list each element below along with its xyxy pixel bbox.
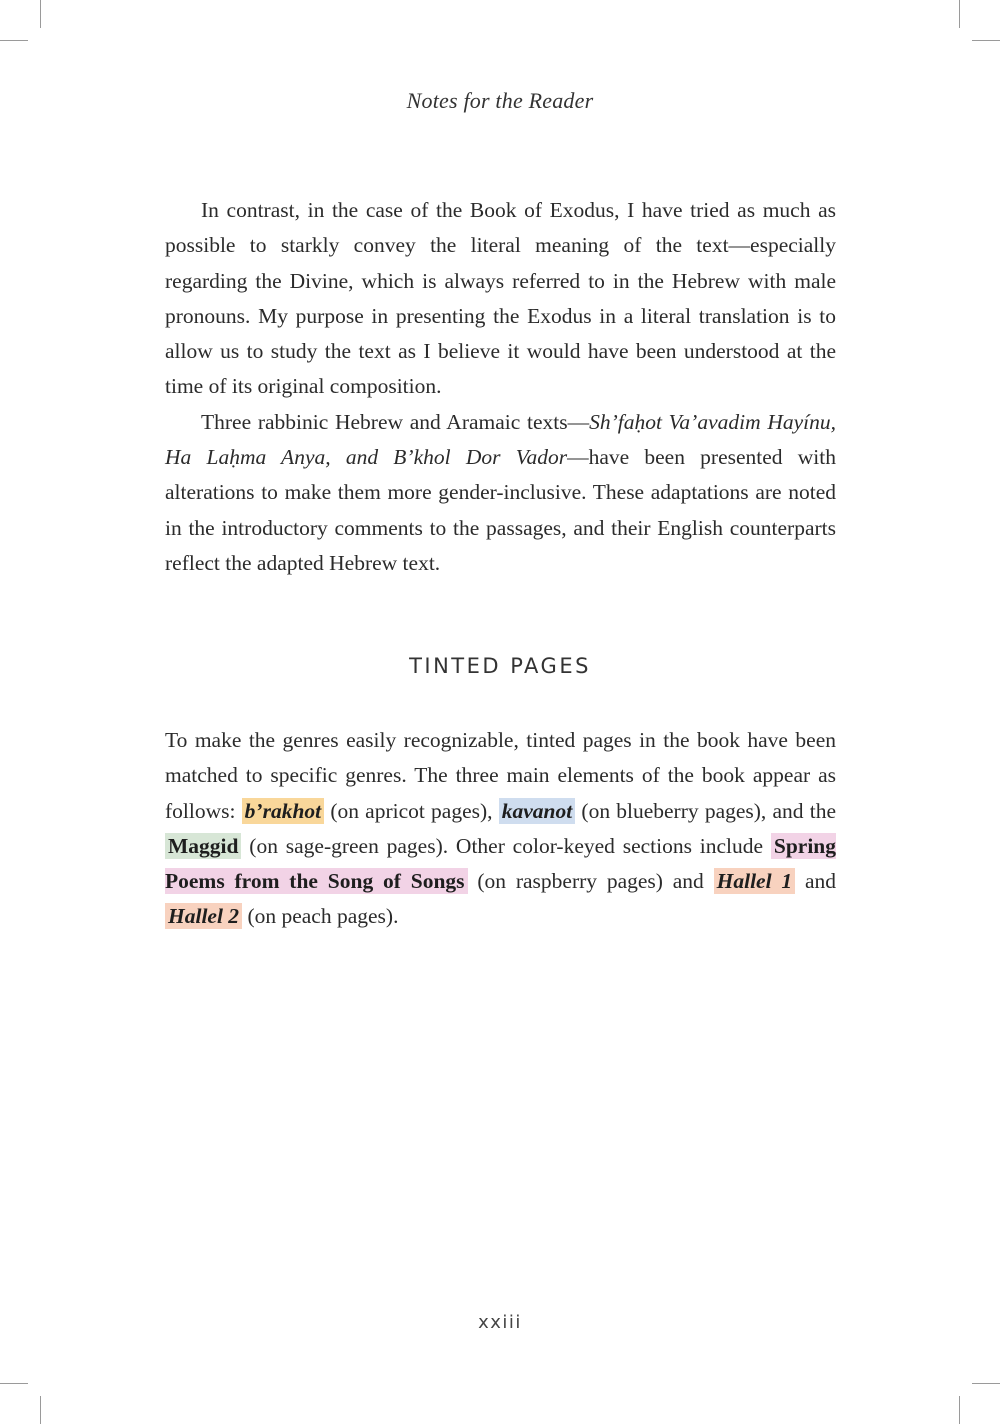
crop-mark-bottom-right-horizontal	[972, 1383, 1000, 1384]
paragraph-rabbinic-texts	[165, 405, 836, 581]
highlight-maggid: Maggid	[165, 833, 241, 859]
tinted-text-1: To make the genres easily recognizable, tinted pages in the book have been matched to specific genres. The three main elements of the book appear as follows:	[165, 728, 836, 823]
highlight-brakhot: b’rakhot	[242, 798, 324, 824]
crop-mark-bottom-right-vertical	[959, 1396, 960, 1424]
crop-mark-top-left-vertical	[40, 0, 41, 28]
crop-mark-top-right-horizontal	[972, 40, 1000, 41]
tinted-text-3: (on blueberry pages), and the	[575, 798, 836, 823]
tinted-pages-text-block	[165, 723, 836, 935]
highlight-kavanot: kavanot	[499, 798, 575, 824]
highlight-hallel-2: Hallel 2	[165, 903, 242, 929]
rabbinic-texts-rest: —have been presented with alterations to make them more gender-inclusive. These adaptations are noted in the introductory comments to the passages, and their English counterparts reflect the adapted Hebrew text.	[165, 445, 836, 575]
page-number: xxiii	[478, 1312, 522, 1333]
crop-mark-top-left-horizontal	[0, 40, 28, 41]
crop-mark-bottom-left-horizontal	[0, 1383, 28, 1384]
crop-mark-bottom-left-vertical	[40, 1396, 41, 1424]
tinted-text-7: (on peach pages).	[242, 904, 399, 929]
crop-mark-top-right-vertical	[959, 0, 960, 28]
tinted-text-2: (on apricot pages),	[324, 798, 499, 823]
rabbinic-texts-lead: Three rabbinic Hebrew and Aramaic texts—	[201, 409, 590, 434]
paragraph-exodus-translation: In contrast, in the case of the Book of Exodus, I have tried as much as possible to starkly convey the literal meaning of the text—especially regarding the Divine, which is always referred to in the Hebrew with male pronouns. My purpose in presenting the Exodus in a literal translation is to allow us to study the text as I believe it would have been understood at the time of its original composition.	[165, 198, 836, 399]
tinted-text-5: (on raspberry pages) and	[467, 869, 714, 894]
section-heading-tinted-pages: TINTED PAGES	[409, 654, 591, 678]
tinted-text-4: (on sage-green pages). Other color-keyed sections include	[241, 833, 771, 858]
tinted-text-6: and	[795, 869, 837, 894]
running-head: Notes for the Reader	[406, 88, 594, 113]
rabbinic-text-titles: Sh’faḥot Va’avadim Hayínu, Ha Laḥma Anya, and B’khol Dor Vador	[165, 409, 836, 470]
intro-text-block	[165, 193, 836, 581]
highlight-hallel-1: Hallel 1	[714, 868, 796, 894]
paragraph-tinted-pages	[165, 723, 836, 935]
highlight-spring-poems: Spring Poems from the Song of Songs	[165, 833, 836, 894]
